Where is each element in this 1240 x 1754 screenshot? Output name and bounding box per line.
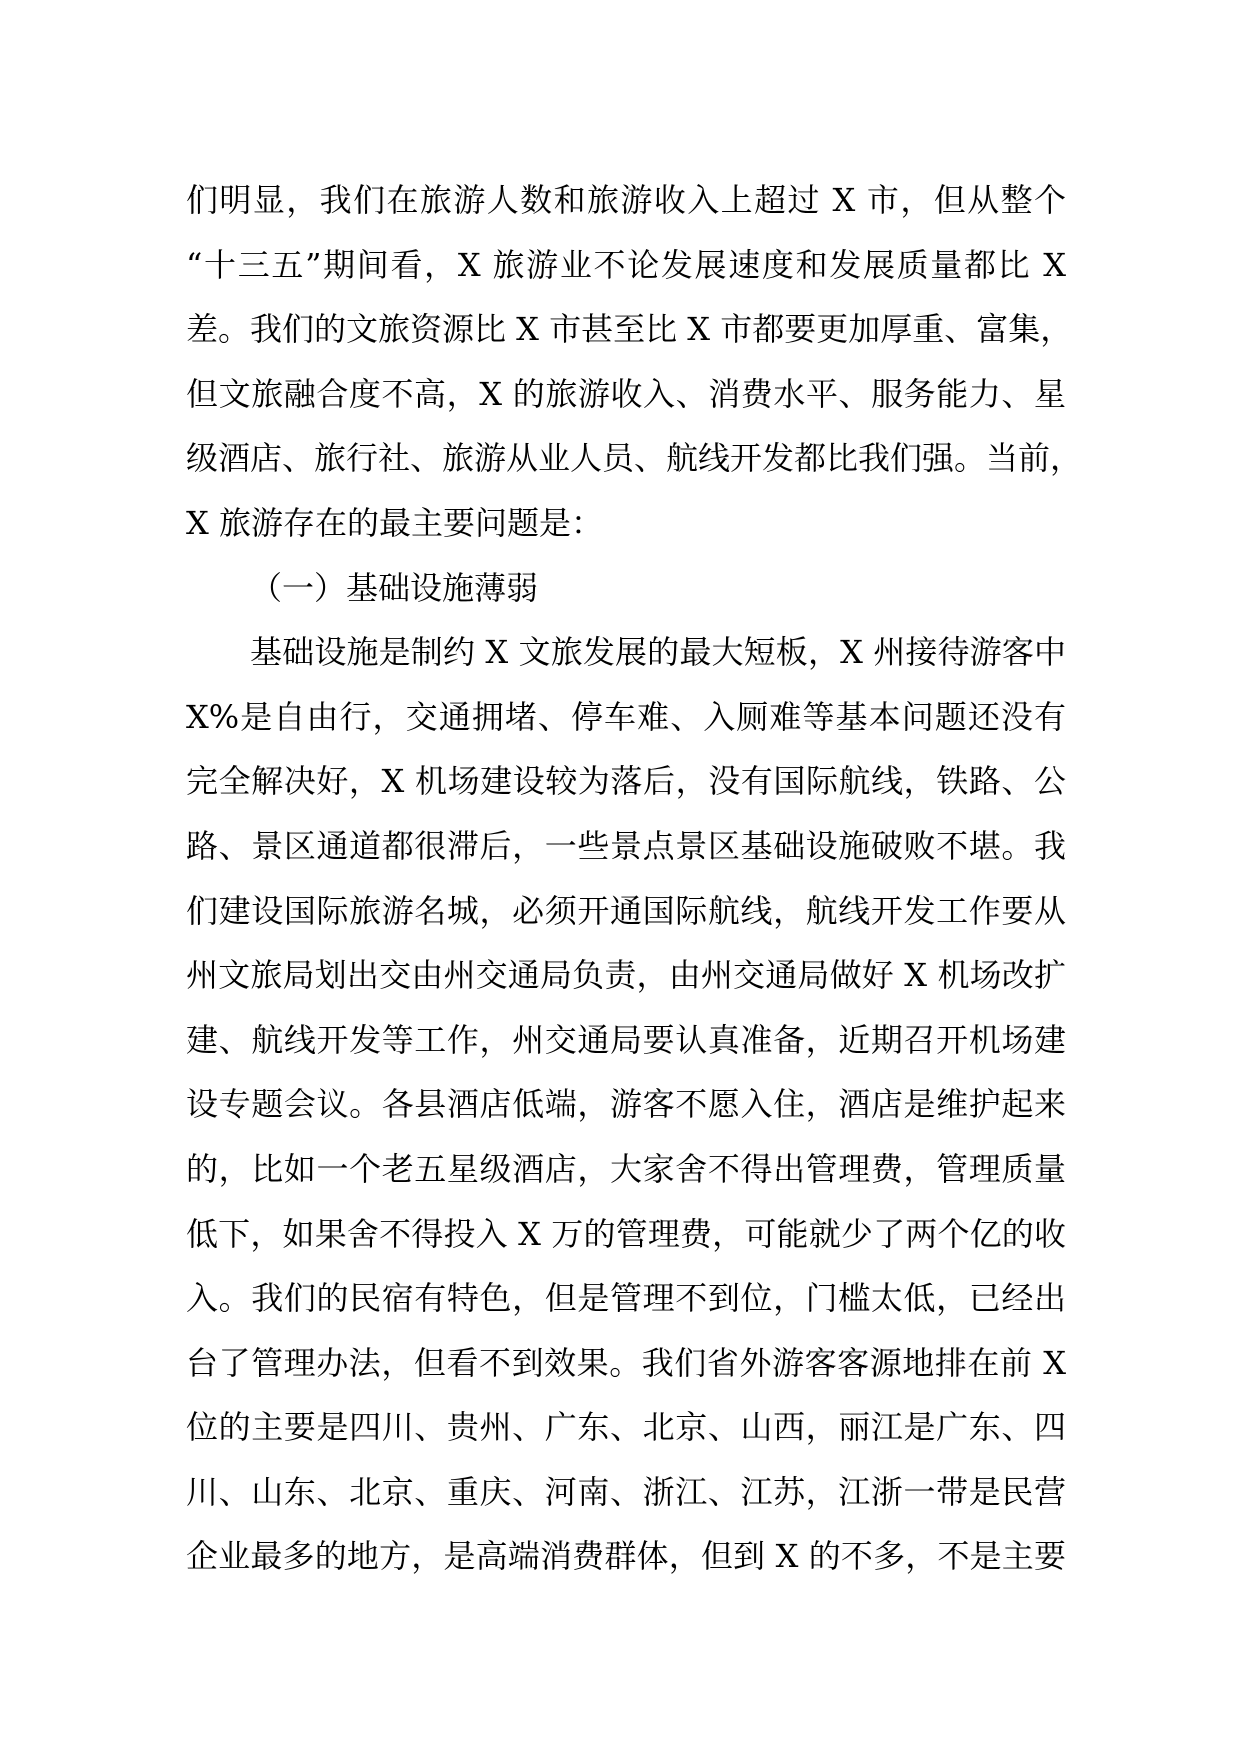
text-line: 差。我们的文旅资源比 X 市甚至比 X 市都要更加厚重、富集，: [186, 310, 1073, 349]
text-line: 位的主要是四川、贵州、广东、北京、山西，丽江是广东、四: [186, 1408, 1066, 1447]
text-line: 的，比如一个老五星级酒店，大家舍不得出管理费，管理质量: [186, 1149, 1066, 1188]
text-line: X 旅游存在的最主要问题是：: [186, 503, 603, 542]
text-line: X%是自由行，交通拥堵、停车难、入厕难等基本问题还没有: [186, 697, 1066, 736]
text-line: 州文旅局划出交由州交通局负责，由州交通局做好 X 机场改扩: [186, 956, 1066, 995]
document-body: [186, 168, 1083, 1589]
text-line: 基础设施是制约 X 文旅发展的最大短板，X 州接待游客中: [250, 633, 1066, 672]
section-heading: （一）基础设施薄弱: [250, 568, 539, 607]
text-line: 低下，如果舍不得投入 X 万的管理费，可能就少了两个亿的收: [186, 1214, 1066, 1253]
text-line: 设专题会议。各县酒店低端，游客不愿入住，酒店是维护起来: [186, 1085, 1066, 1124]
text-line: 们明显，我们在旅游人数和旅游收入上超过 X 市，但从整个: [186, 181, 1066, 219]
text-line: 台了管理办法，但看不到效果。我们省外游客客源地排在前 X: [186, 1343, 1066, 1382]
text-line: 企业最多的地方，是高端消费群体，但到 X 的不多，不是主要: [186, 1537, 1066, 1576]
text-line: 们建设国际旅游名城，必须开通国际航线，航线开发工作要从: [186, 891, 1066, 930]
text-line: “十三五”期间看，X 旅游业不论发展速度和发展质量都比 X: [186, 245, 1066, 284]
text-line: 但文旅融合度不高，X 的旅游收入、消费水平、服务能力、星: [186, 374, 1066, 413]
text-line: 路、景区通道都很滞后，一些景点景区基础设施破败不堪。我: [186, 826, 1066, 865]
text-line: 级酒店、旅行社、旅游从业人员、航线开发都比我们强。当前，: [186, 439, 1083, 478]
text-line: 川、山东、北京、重庆、河南、浙江、江苏，江浙一带是民营: [186, 1472, 1066, 1511]
text-line: 完全解决好，X 机场建设较为落后，没有国际航线，铁路、公: [186, 762, 1066, 801]
text-line: 入。我们的民宿有特色，但是管理不到位，门槛太低，已经出: [186, 1279, 1066, 1318]
text-line: 建、航线开发等工作，州交通局要认真准备，近期召开机场建: [186, 1020, 1066, 1059]
